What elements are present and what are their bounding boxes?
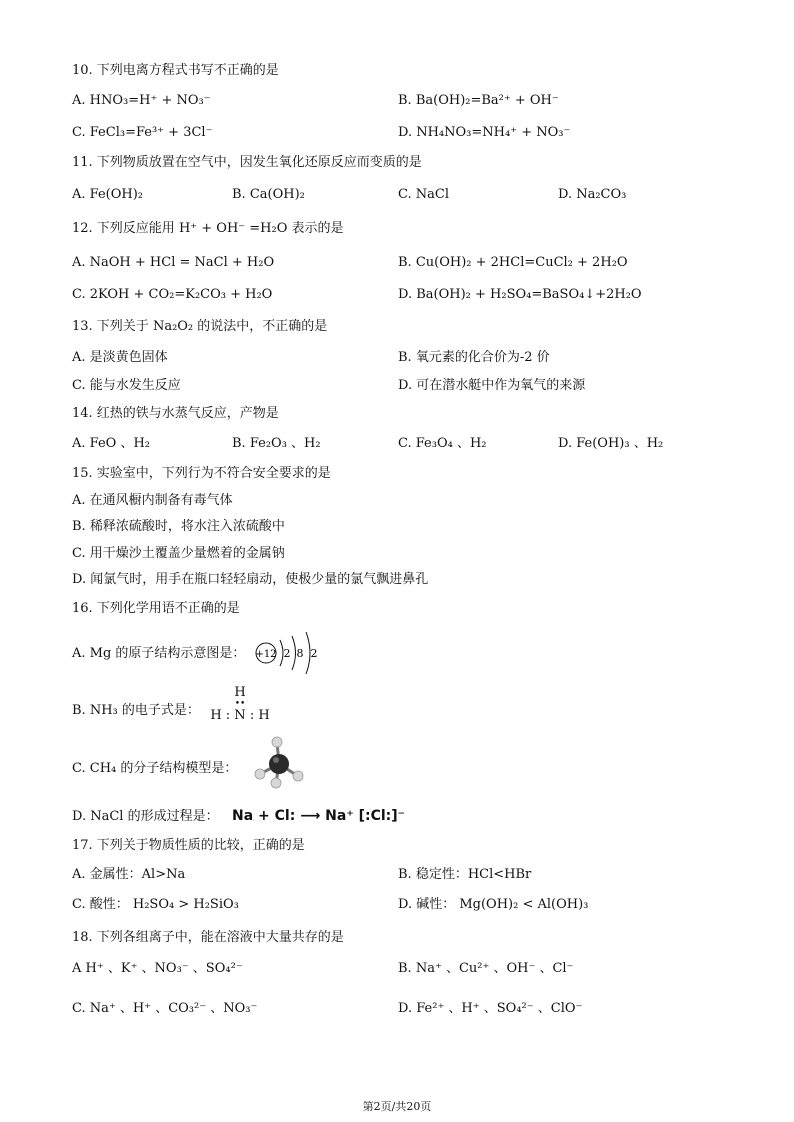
nacl-cl-ion: [:Cl:]⁻ bbox=[358, 808, 406, 824]
question-14-option-a: A. FeO 、H₂ bbox=[72, 436, 150, 451]
question-15-stem: 15. 实验室中，下列行为不符合安全要求的是 bbox=[72, 466, 331, 481]
ch4-ball-stick-model bbox=[252, 736, 306, 790]
hydrogen-atom-top bbox=[272, 737, 282, 747]
question-15-option-b: B. 稀释浓硫酸时，将水注入浓硫酸中 bbox=[72, 519, 285, 534]
electron-shell-1-count: 2 bbox=[283, 647, 291, 660]
question-10-option-d: D. NH₄NO₃=NH₄⁺ + NO₃⁻ bbox=[398, 125, 571, 140]
mg-atomic-structure-diagram bbox=[254, 630, 326, 678]
electron-shell-2-count: 8 bbox=[296, 647, 304, 660]
hydrogen-atom-bottom bbox=[271, 778, 281, 788]
question-10-option-c: C. FeCl₃=Fe³⁺ + 3Cl⁻ bbox=[72, 125, 213, 140]
carbon-atom bbox=[269, 754, 289, 774]
question-16-option-a: A. Mg 的原子结构示意图是： bbox=[72, 646, 246, 661]
question-18-option-c: C. Na⁺ 、H⁺ 、CO₃²⁻ 、NO₃⁻ bbox=[72, 1001, 258, 1016]
electron-shell-3-count: 2 bbox=[310, 647, 318, 660]
question-14-stem: 14. 红热的铁与水蒸气反应，产物是 bbox=[72, 406, 279, 421]
nh3-top-h: H bbox=[234, 685, 246, 700]
question-16-option-d: D. NaCl 的形成过程是： bbox=[72, 809, 219, 824]
question-14-option-d: D. Fe(OH)₃ 、H₂ bbox=[558, 436, 664, 451]
question-17-option-a: A. 金属性：Al>Na bbox=[72, 867, 186, 882]
nh3-h-n-h: H : N : H bbox=[210, 708, 270, 723]
nacl-reaction-arrow: ⟶ bbox=[300, 808, 321, 824]
question-16-option-c: C. CH₄ 的分子结构模型是： bbox=[72, 761, 238, 776]
hydrogen-atom-right bbox=[293, 771, 303, 781]
question-18-stem: 18. 下列各组离子中，能在溶液中大量共存的是 bbox=[72, 930, 344, 945]
electron-shell-2-arc bbox=[292, 636, 296, 670]
question-12-option-c: C. 2KOH + CO₂=K₂CO₃ + H₂O bbox=[72, 287, 273, 302]
nacl-plus-sign: + bbox=[258, 808, 270, 824]
nacl-na-ion: Na⁺ bbox=[325, 808, 354, 824]
question-15-option-d: D. 闻氯气时，用手在瓶口轻轻扇动，使极少量的氯气飘进鼻孔 bbox=[72, 572, 429, 587]
question-15-option-a: A. 在通风橱内制备有毒气体 bbox=[72, 493, 233, 508]
question-13-option-a: A. 是淡黄色固体 bbox=[72, 350, 168, 365]
question-11-option-a: A. Fe(OH)₂ bbox=[72, 187, 144, 202]
question-18-option-a: A H⁺ 、K⁺ 、NO₃⁻ 、SO₄²⁻ bbox=[72, 961, 243, 976]
question-18-option-d: D. Fe²⁺ 、H⁺ 、SO₄²⁻ 、ClO⁻ bbox=[398, 1001, 583, 1016]
question-12-option-b: B. Cu(OH)₂ + 2HCl=CuCl₂ + 2H₂O bbox=[398, 255, 628, 270]
question-14-option-c: C. Fe₃O₄ 、H₂ bbox=[398, 436, 487, 451]
nucleus-charge: +12 bbox=[255, 649, 277, 660]
nh3-electron-formula bbox=[210, 686, 270, 724]
hydrogen-atom-left bbox=[255, 769, 265, 779]
nacl-cl-atom: Cl: bbox=[274, 808, 296, 824]
page-footer: 第2页/共20页 bbox=[362, 1100, 432, 1113]
question-13-option-d: D. 可在潜水艇中作为氧气的来源 bbox=[398, 378, 586, 393]
question-15-option-c: C. 用干燥沙土覆盖少量燃着的金属钠 bbox=[72, 546, 285, 561]
question-11-option-c: C. NaCl bbox=[398, 187, 449, 202]
question-14-option-b: B. Fe₂O₃ 、H₂ bbox=[232, 436, 321, 451]
carbon-highlight bbox=[273, 757, 279, 763]
question-11-stem: 11. 下列物质放置在空气中，因发生氧化还原反应而变质的是 bbox=[72, 155, 422, 170]
question-17-option-c: C. 酸性： H₂SO₄ > H₂SiO₃ bbox=[72, 897, 239, 912]
nacl-formation-process bbox=[232, 806, 405, 826]
question-13-option-c: C. 能与水发生反应 bbox=[72, 378, 181, 393]
nacl-na-atom: Na bbox=[232, 808, 254, 824]
question-13-option-b: B. 氧元素的化合价为-2 价 bbox=[398, 350, 550, 365]
question-13-stem: 13. 下列关于 Na₂O₂ 的说法中，不正确的是 bbox=[72, 319, 328, 334]
question-10-stem: 10. 下列电离方程式书写不正确的是 bbox=[72, 63, 279, 78]
question-17-stem: 17. 下列关于物质性质的比较，正确的是 bbox=[72, 838, 305, 853]
question-12-option-d: D. Ba(OH)₂ + H₂SO₄=BaSO₄↓+2H₂O bbox=[398, 287, 642, 302]
question-16-option-b: B. NH₃ 的电子式是： bbox=[72, 703, 200, 718]
question-11-option-d: D. Na₂CO₃ bbox=[558, 187, 627, 202]
question-12-stem: 12. 下列反应能用 H⁺ + OH⁻ =H₂O 表示的是 bbox=[72, 221, 344, 236]
question-17-option-b: B. 稳定性：HCl<HBr bbox=[398, 867, 532, 882]
electron-shell-3-arc bbox=[306, 632, 310, 674]
question-18-option-b: B. Na⁺ 、Cu²⁺ 、OH⁻ 、Cl⁻ bbox=[398, 961, 574, 976]
nh3-lone-pair-dots: •• bbox=[234, 699, 246, 709]
question-10-option-b: B. Ba(OH)₂=Ba²⁺ + OH⁻ bbox=[398, 93, 559, 108]
question-10-option-a: A. HNO₃=H⁺ + NO₃⁻ bbox=[72, 93, 211, 108]
question-11-option-b: B. Ca(OH)₂ bbox=[232, 187, 305, 202]
question-12-option-a: A. NaOH + HCl = NaCl + H₂O bbox=[72, 255, 275, 270]
question-16-stem: 16. 下列化学用语不正确的是 bbox=[72, 601, 240, 616]
question-17-option-d: D. 碱性： Mg(OH)₂ < Al(OH)₃ bbox=[398, 897, 589, 912]
